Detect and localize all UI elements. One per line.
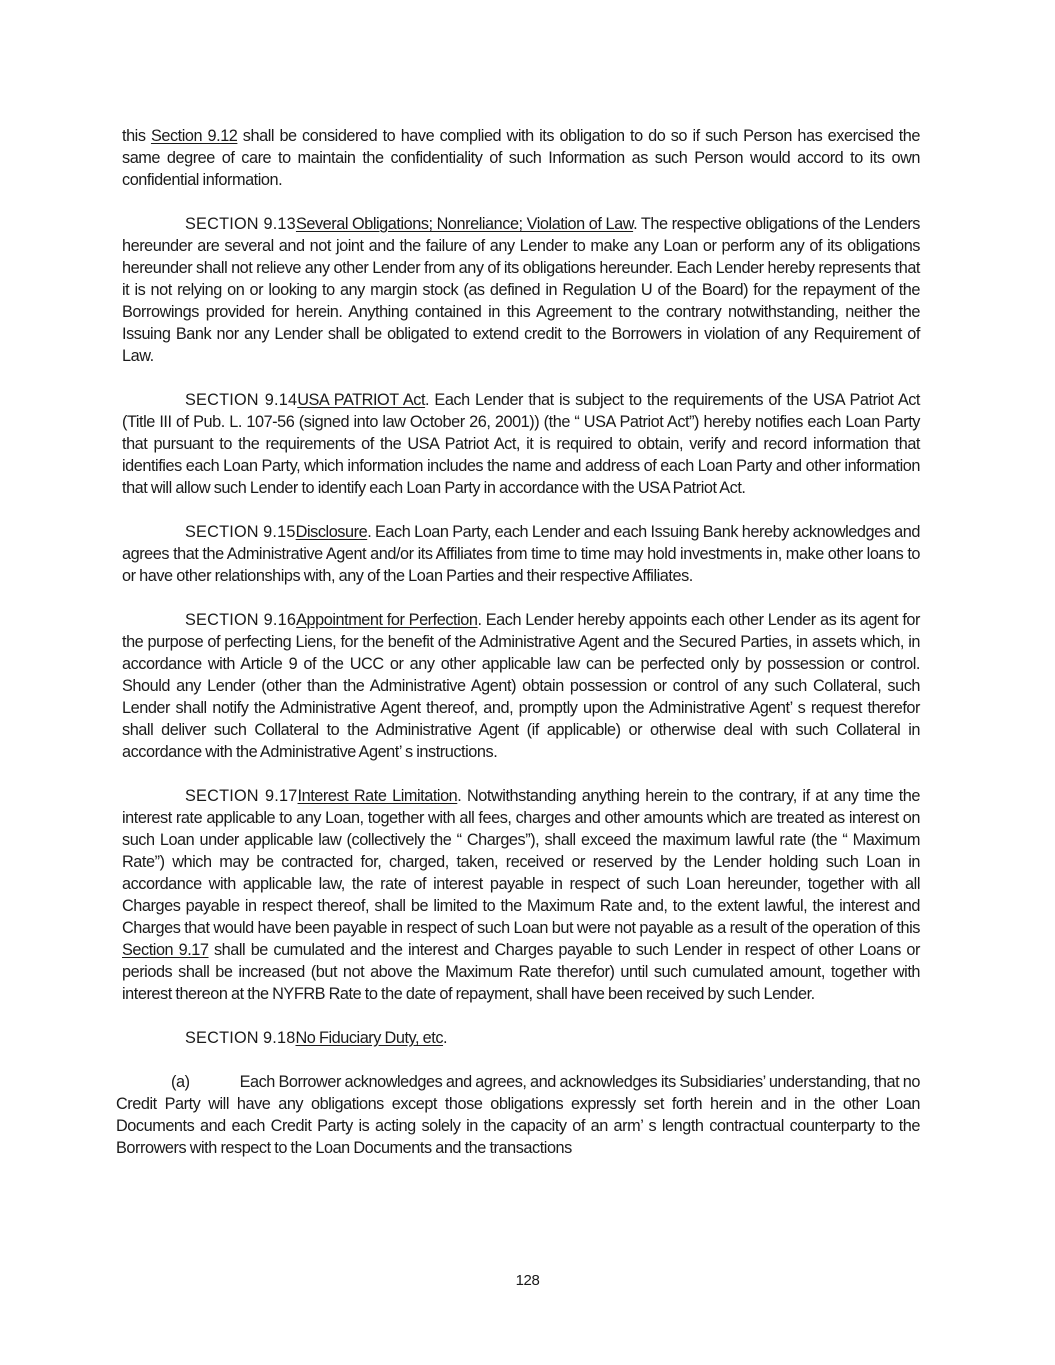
subsection-label: (a): [171, 1073, 190, 1091]
section-9-16: [122, 609, 920, 763]
section-9-13: [122, 213, 920, 367]
section-body: . Each Lender that is subject to the requirements of the USA Patriot Act (Title III of Pub. L. 107-56 (signed into law October 26, 2001)) (the “ USA Patriot Act”) hereby notifies each Loan Party that pursuant to the requirements of the USA Patriot Act, it is required to obtain, verify and record information that identifies each Loan Party, which information includes the name and address of each Loan Party and other information that will allow such Lender to identify each Loan Party in accordance with the USA Patriot Act.: [122, 391, 920, 497]
section-9-15: [122, 521, 920, 587]
section-body: . Each Loan Party, each Lender and each Issuing Bank hereby acknowledges and agrees that the Administrative Agent and/or its Affiliates from time to time may hold investments in, make other loans to or have other relationships with, any of the Loan Parties and their respective Affiliates.: [122, 523, 920, 585]
section-9-14: [122, 389, 920, 499]
section-9-17-reference: Section 9.17: [122, 941, 209, 959]
section-title: USA PATRIOT Act: [297, 391, 426, 409]
subsection-body: Each Borrower acknowledges and agrees, and acknowledges its Subsidiaries’ understanding, that no Credit Party will have any obligations except those obligations expressly set forth herein and in the other Loan Documents and each Credit Party is acting solely in the capacity of an arm’ s length contractual counterparty to the Borrowers with respect to the Loan Documents and the transactions: [116, 1073, 920, 1157]
intro-paragraph: this Section 9.12 shall be considered to have complied with its obligation to do so if such Person has exercised the same degree of care to maintain the confidentiality of such Information as such Person would accord to its own confidential information.: [122, 127, 920, 189]
section-9-18: [122, 1027, 920, 1049]
section-body: . Notwithstanding anything herein to the contrary, if at any time the interest rate applicable to any Loan, together with all fees, charges and other amounts which are treated as interest on such Loan under applicable law (collectively the “ Charges”), shall exceed the maximum lawful rate (the “ Maximum Rate”) which may be contracted for, charged, taken, received or reserved by the Lender holding such Loan in accordance with applicable law, the rate of interest payable in respect of such Loan hereunder, together with all Charges payable in respect thereof, shall be limited to the Maximum Rate and, to the extent lawful, the interest and Charges that would have been payable in respect of such Loan but were not payable as a result of the operation of this: [122, 787, 920, 937]
section-number: SECTION 9.17: [185, 787, 298, 805]
section-body: . Each Lender hereby appoints each other Lender as its agent for the purpose of perfecting Liens, for the benefit of the Administrative Agent and the Secured Parties, in assets which, in accordance with Article 9 of the UCC or any other applicable law can be perfected only by possession or control. Should any Lender (other than the Administrative Agent) obtain possession or control of any such Collateral, such Lender shall notify the Administrative Agent thereof, and, promptly upon the Administrative Agent’ s request therefor shall deliver such Collateral to the Administrative Agent (if applicable) or otherwise deal with such Collateral in accordance with the Administrative Agent’ s instructions.: [122, 611, 920, 761]
section-body: .: [443, 1029, 448, 1047]
section-number: SECTION 9.14: [185, 391, 298, 409]
section-number: SECTION 9.13: [185, 215, 296, 233]
section-title: Disclosure: [295, 523, 368, 541]
section-title: No Fiduciary Duty, etc: [295, 1029, 444, 1047]
section-body-cont: shall be cumulated and the interest and Charges payable to such Lender in respect of other Loans or periods shall be increased (but not above the Maximum Rate therefor) until such cumulated amount, together with interest thereon at the NYFRB Rate to the date of repayment, shall have been received by such Lender.: [122, 941, 920, 1003]
section-number: SECTION 9.18: [185, 1029, 296, 1047]
section-title: Several Obligations; Nonreliance; Violation of Law: [295, 215, 634, 233]
section-body: . The respective obligations of the Lenders hereunder are several and not joint and the failure of any Lender to make any Loan or perform any of its obligations hereunder shall not relieve any other Lender from any of its obligations hereunder. Each Lender hereby represents that it is not relying on or looking to any margin stock (as defined in Regulation U of the Board) for the repayment of the Borrowings provided for herein. Anything contained in this Agreement to the contrary notwithstanding, neither the Issuing Bank nor any Lender shall be obligated to extend credit to the Borrowers in violation of any Requirement of Law.: [122, 215, 920, 365]
section-9-17: [122, 785, 920, 1005]
page-number: 128: [515, 1272, 540, 1289]
subsection-a: [116, 1071, 920, 1159]
section-title: Appointment for Perfection: [296, 611, 478, 629]
section-number: SECTION 9.15: [185, 523, 296, 541]
section-title: Interest Rate Limitation: [297, 787, 458, 805]
section-9-12-reference: Section 9.12: [150, 127, 238, 145]
document-page: [116, 125, 920, 1181]
section-number: SECTION 9.16: [185, 611, 297, 629]
